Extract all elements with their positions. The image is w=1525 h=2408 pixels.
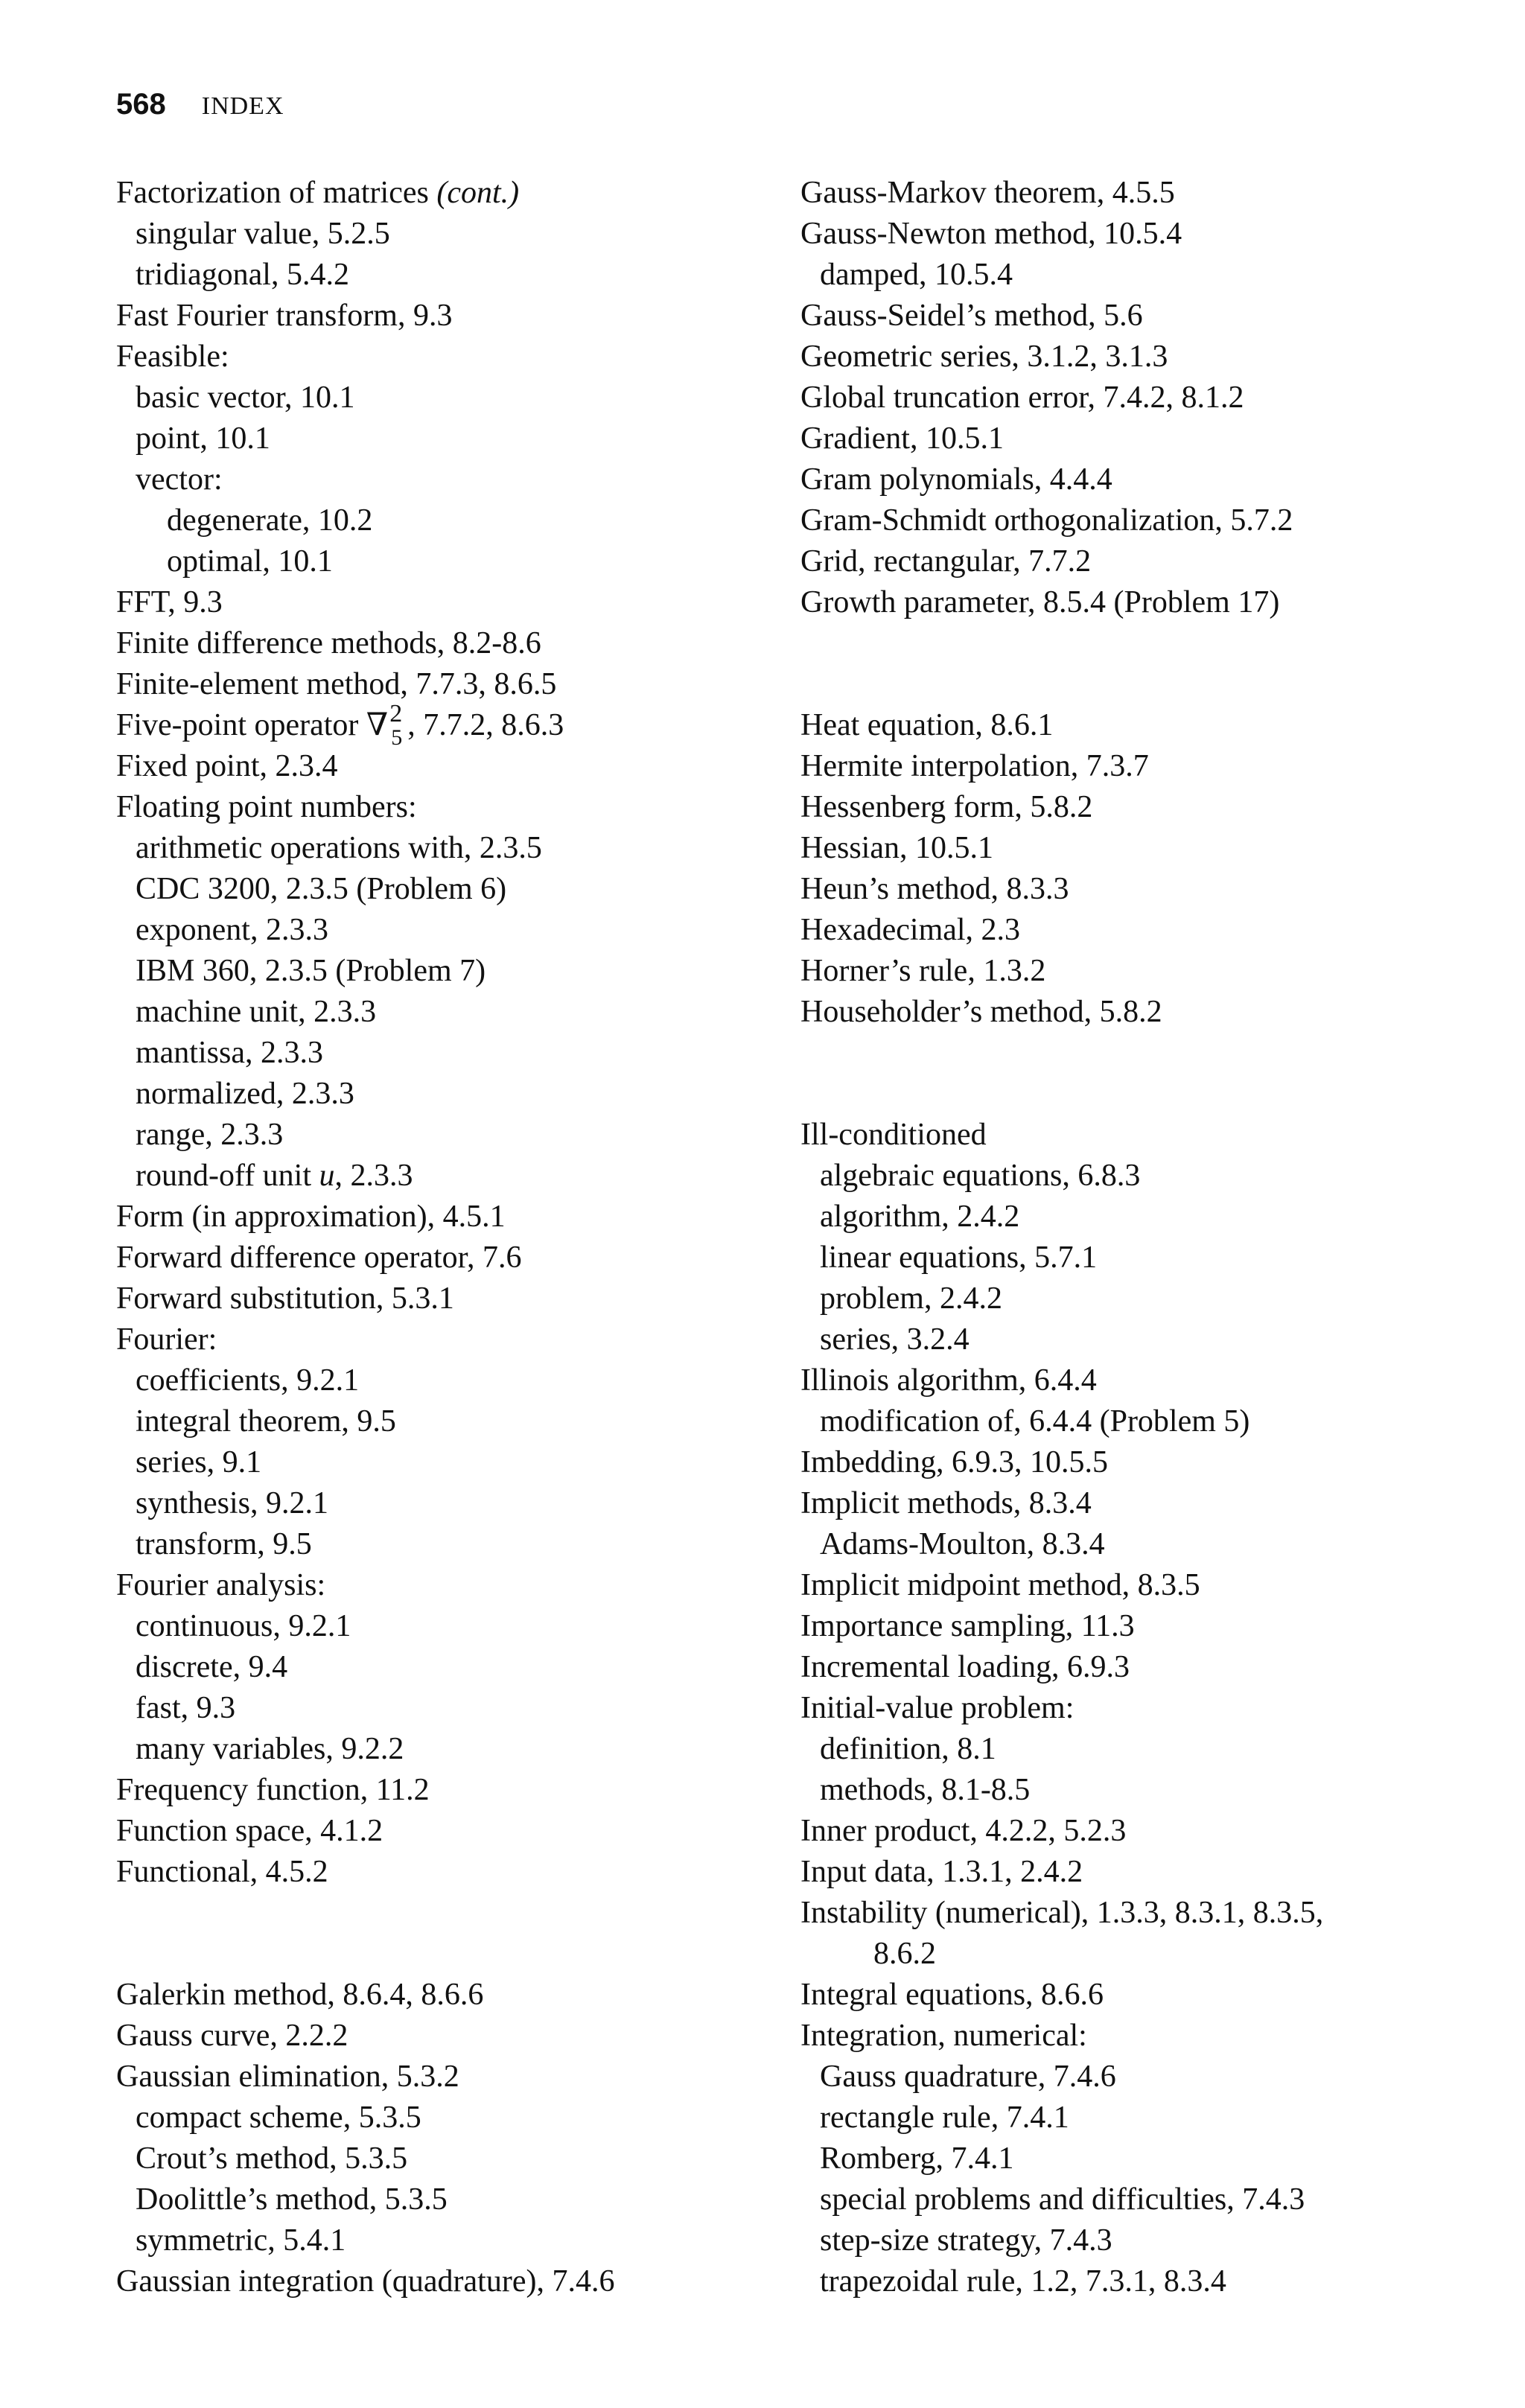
entry-text: singular value, 5.2.5 (136, 217, 390, 251)
entry-text: Forward substitution, 5.3.1 (116, 1281, 454, 1316)
entry-text: algorithm, 2.4.2 (820, 1200, 1020, 1234)
entry-text: Gauss-Seidel’s method, 5.6 (800, 299, 1143, 333)
operator-indices (388, 700, 407, 750)
index-entry (116, 1770, 771, 1811)
index-subentry (116, 1442, 771, 1483)
entry-text: Forward difference operator, 7.6 (116, 1240, 522, 1275)
index-subentry (800, 2261, 1493, 2302)
index-entry (116, 1811, 771, 1852)
entry-text: Instability (numerical), 1.3.3, 8.3.1, 8.3.5, (800, 1896, 1324, 1930)
entry-text: Fast Fourier transform, 9.3 (116, 299, 453, 333)
index-subentry (116, 1483, 771, 1524)
page-header (116, 86, 284, 124)
entry-references: , 7.7.2, 8.6.3 (407, 708, 564, 742)
letter-group-gap (800, 1033, 1493, 1115)
index-entry (800, 459, 1493, 500)
entry-text: trapezoidal rule, 1.2, 7.3.1, 8.3.4 (820, 2264, 1226, 2299)
entry-text: Function space, 4.1.2 (116, 1814, 383, 1848)
index-subentry (800, 1156, 1493, 1197)
entry-continued-note: (cont.) (436, 176, 520, 210)
entry-text: definition, 8.1 (820, 1732, 996, 1766)
index-entry (800, 337, 1493, 378)
entry-text: normalized, 2.3.3 (136, 1077, 354, 1111)
index-entry (800, 418, 1493, 459)
entry-text: point, 10.1 (136, 421, 270, 456)
entry-text: Integration, numerical: (800, 2019, 1087, 2053)
entry-text: range, 2.3.3 (136, 1118, 284, 1152)
entry-references: , 2.3.3 (334, 1159, 413, 1193)
entry-text: synthesis, 9.2.1 (136, 1486, 329, 1520)
index-subentry (116, 1156, 771, 1197)
index-subentry (800, 2220, 1493, 2261)
entry-text: mantissa, 2.3.3 (136, 1036, 323, 1070)
entry-text: Implicit methods, 8.3.4 (800, 1486, 1092, 1520)
entry-text: Gauss curve, 2.2.2 (116, 2019, 348, 2053)
page-number: 568 (116, 88, 166, 121)
index-entry (116, 1852, 771, 1893)
index-subentry (116, 910, 771, 951)
index-subentry (116, 1115, 771, 1156)
index-entry (800, 910, 1493, 951)
index-subentry (116, 500, 771, 541)
entry-text: continuous, 9.2.1 (136, 1609, 351, 1643)
entry-text: Gram polynomials, 4.4.4 (800, 462, 1112, 497)
index-entry (116, 2057, 771, 2098)
entry-text: Initial-value problem: (800, 1691, 1074, 1725)
entry-text: Floating point numbers: (116, 790, 417, 824)
index-entry (116, 700, 771, 750)
entry-text: methods, 8.1-8.5 (820, 1773, 1031, 1807)
index-subentry (800, 1729, 1493, 1770)
entry-text: Feasible: (116, 340, 229, 374)
entry-text: series, 9.1 (136, 1445, 262, 1479)
entry-text: degenerate, 10.2 (167, 503, 373, 538)
index-subentry (116, 214, 771, 255)
entry-text: Gradient, 10.5.1 (800, 421, 1004, 456)
index-subentry (116, 2098, 771, 2138)
entry-text: Imbedding, 6.9.3, 10.5.5 (800, 1445, 1108, 1479)
index-subentry (116, 541, 771, 582)
entry-text: rectangle rule, 7.4.1 (820, 2100, 1069, 2135)
index-subentry (116, 1401, 771, 1442)
entry-text: integral theorem, 9.5 (136, 1404, 396, 1439)
entry-text: Functional, 4.5.2 (116, 1855, 328, 1889)
index-subentry (800, 2057, 1493, 2098)
entry-text: Fourier analysis: (116, 1568, 326, 1602)
entry-text: Finite-element method, 7.7.3, 8.6.5 (116, 667, 557, 701)
entry-text: FFT, 9.3 (116, 585, 223, 619)
index-column-left (116, 173, 771, 2302)
index-entry (800, 1893, 1493, 1934)
index-entry (800, 1811, 1493, 1852)
entry-text: Five-point operator (116, 708, 366, 742)
entry-text: Gauss-Newton method, 10.5.4 (800, 217, 1182, 251)
index-entry (116, 1278, 771, 1319)
index-entry (800, 1565, 1493, 1606)
index-entry (800, 296, 1493, 337)
entry-text: Gram-Schmidt orthogonalization, 5.7.2 (800, 503, 1293, 538)
entry-text: Doolittle’s method, 5.3.5 (136, 2182, 448, 2217)
entry-text: Illinois algorithm, 6.4.4 (800, 1363, 1097, 1398)
index-entry (116, 1238, 771, 1278)
index-subentry (116, 869, 771, 910)
entry-text: special problems and difficulties, 7.4.3 (820, 2182, 1305, 2217)
index-entry (116, 1975, 771, 2016)
entry-text: exponent, 2.3.3 (136, 913, 328, 947)
index-entry (116, 296, 771, 337)
index-subentry (116, 2179, 771, 2220)
entry-text: Crout’s method, 5.3.5 (136, 2141, 408, 2176)
entry-text: many variables, 9.2.2 (136, 1732, 404, 1766)
index-entry (800, 746, 1493, 787)
entry-text: Finite difference methods, 8.2-8.6 (116, 626, 541, 660)
index-subentry (116, 1033, 771, 1074)
index-entry (116, 337, 771, 378)
index-entry (800, 1483, 1493, 1524)
index-entry (800, 1852, 1493, 1893)
index-subentry (116, 992, 771, 1033)
index-entry (800, 1647, 1493, 1688)
entry-text: Integral equations, 8.6.6 (800, 1978, 1104, 2012)
index-subentry (800, 1278, 1493, 1319)
entry-text: Hessian, 10.5.1 (800, 831, 993, 865)
entry-text: Householder’s method, 5.8.2 (800, 995, 1162, 1029)
index-entry (800, 705, 1493, 746)
entry-text: problem, 2.4.2 (820, 1281, 1002, 1316)
entry-text: Frequency function, 11.2 (116, 1773, 430, 1807)
entry-text: fast, 9.3 (136, 1691, 236, 1725)
operator-superscript: 2 (389, 700, 403, 727)
entry-text: Ill-conditioned (800, 1118, 987, 1152)
entry-text: Hexadecimal, 2.3 (800, 913, 1021, 947)
entry-text: linear equations, 5.7.1 (820, 1240, 1098, 1275)
entry-text: Gauss-Markov theorem, 4.5.5 (800, 176, 1175, 210)
index-entry (116, 664, 771, 705)
index-subentry (116, 1688, 771, 1729)
entry-text: tridiagonal, 5.4.2 (136, 258, 349, 292)
index-subentry (116, 1606, 771, 1647)
index-entry (800, 1975, 1493, 2016)
entry-text: Incremental loading, 6.9.3 (800, 1650, 1130, 1684)
index-subentry (800, 1319, 1493, 1360)
index-entry (116, 746, 771, 787)
entry-text: optimal, 10.1 (167, 544, 333, 579)
index-subentry (116, 1074, 771, 1115)
letter-group-gap (800, 623, 1493, 705)
entry-text: vector: (136, 462, 223, 497)
entry-text: machine unit, 2.3.3 (136, 995, 377, 1029)
index-entry (116, 1319, 771, 1360)
index-subentry (116, 459, 771, 500)
index-subentry (800, 2098, 1493, 2138)
entry-text: Form (in approximation), 4.5.1 (116, 1200, 506, 1234)
entry-text: arithmetic operations with, 2.3.5 (136, 831, 542, 865)
entry-text: algebraic equations, 6.8.3 (820, 1159, 1141, 1193)
index-entry (800, 582, 1493, 623)
index-entry (800, 1442, 1493, 1483)
index-subentry (116, 1647, 771, 1688)
entry-text: Inner product, 4.2.2, 5.2.3 (800, 1814, 1127, 1848)
entry-text: Hermite interpolation, 7.3.7 (800, 749, 1149, 783)
index-subentry (116, 418, 771, 459)
index-subentry (800, 1238, 1493, 1278)
index-entry (800, 1360, 1493, 1401)
index-subentry (116, 255, 771, 296)
entry-text: step-size strategy, 7.4.3 (820, 2223, 1112, 2258)
index-entry (800, 1688, 1493, 1729)
index-entry (800, 173, 1493, 214)
index-subentry (116, 1524, 771, 1565)
index-entry (116, 582, 771, 623)
index-entry (116, 787, 771, 828)
entry-text: Hessenberg form, 5.8.2 (800, 790, 1093, 824)
index-entry (800, 1606, 1493, 1647)
index-entry (800, 500, 1493, 541)
index-entry (800, 992, 1493, 1033)
entry-text: symmetric, 5.4.1 (136, 2223, 346, 2258)
index-entry (800, 1115, 1493, 1156)
entry-text: compact scheme, 5.3.5 (136, 2100, 421, 2135)
index-entry (800, 951, 1493, 992)
index-entry (800, 2016, 1493, 2057)
index-subentry (800, 2179, 1493, 2220)
running-head: INDEX (201, 92, 284, 120)
entry-text: series, 3.2.4 (820, 1322, 970, 1357)
entry-text: 8.6.2 (873, 1937, 936, 1971)
entry-text: CDC 3200, 2.3.5 (Problem 6) (136, 872, 507, 906)
entry-text: basic vector, 10.1 (136, 380, 355, 415)
index-subentry (116, 2220, 771, 2261)
entry-text: Gaussian elimination, 5.3.2 (116, 2060, 459, 2094)
index-subentry (116, 951, 771, 992)
index-subentry (116, 1729, 771, 1770)
entry-text: Global truncation error, 7.4.2, 8.1.2 (800, 380, 1244, 415)
entry-text: Gauss quadrature, 7.4.6 (820, 2060, 1116, 2094)
index-subentry (116, 378, 771, 418)
index-subentry (800, 255, 1493, 296)
entry-text: Grid, rectangular, 7.7.2 (800, 544, 1092, 579)
index-entry (800, 214, 1493, 255)
entry-text: Fourier: (116, 1322, 217, 1357)
entry-text: round-off unit (136, 1159, 319, 1193)
index-subentry (800, 1401, 1493, 1442)
index-entry (116, 2261, 771, 2302)
entry-text: Horner’s rule, 1.3.2 (800, 954, 1046, 988)
index-subentry (116, 2138, 771, 2179)
entry-text: Heat equation, 8.6.1 (800, 708, 1054, 742)
index-entry (800, 869, 1493, 910)
entry-text: Gaussian integration (quadrature), 7.4.6 (116, 2264, 615, 2299)
entry-text: modification of, 6.4.4 (Problem 5) (820, 1404, 1250, 1439)
nabla-operator-symbol: ∇ (366, 708, 389, 742)
letter-group-gap (116, 1893, 771, 1975)
entry-text: Adams-Moulton, 8.3.4 (820, 1527, 1105, 1561)
index-entry (116, 1565, 771, 1606)
italic-symbol: u (319, 1159, 335, 1193)
index-subentry (800, 2138, 1493, 2179)
index-entry (116, 173, 771, 214)
entry-text: coefficients, 9.2.1 (136, 1363, 360, 1398)
index-subentry (116, 828, 771, 869)
entry-text: Factorization of matrices (116, 176, 437, 210)
index-entry (800, 787, 1493, 828)
entry-text: Romberg, 7.4.1 (820, 2141, 1014, 2176)
entry-text: Heun’s method, 8.3.3 (800, 872, 1069, 906)
index-subentry (800, 1524, 1493, 1565)
entry-text: transform, 9.5 (136, 1527, 312, 1561)
entry-text: Implicit midpoint method, 8.3.5 (800, 1568, 1200, 1602)
index-subentry (800, 1770, 1493, 1811)
index-column-right (800, 173, 1493, 2302)
entry-text: IBM 360, 2.3.5 (Problem 7) (136, 954, 486, 988)
index-entry (116, 2016, 771, 2057)
entry-text: Importance sampling, 11.3 (800, 1609, 1135, 1643)
entry-text: Input data, 1.3.1, 2.4.2 (800, 1855, 1083, 1889)
entry-text: Growth parameter, 8.5.4 (Problem 17) (800, 585, 1280, 619)
index-entry (800, 828, 1493, 869)
operator-subscript: 5 (391, 725, 403, 750)
entry-text: Fixed point, 2.3.4 (116, 749, 338, 783)
index-entry (116, 1197, 771, 1238)
entry-text: damped, 10.5.4 (820, 258, 1013, 292)
index-subentry (116, 1360, 771, 1401)
index-entry (116, 623, 771, 664)
index-entry (800, 541, 1493, 582)
entry-text: Geometric series, 3.1.2, 3.1.3 (800, 340, 1168, 374)
entry-text: discrete, 9.4 (136, 1650, 288, 1684)
index-subentry (800, 1934, 1493, 1975)
index-subentry (800, 1197, 1493, 1238)
entry-text: Galerkin method, 8.6.4, 8.6.6 (116, 1978, 484, 2012)
index-entry (800, 378, 1493, 418)
